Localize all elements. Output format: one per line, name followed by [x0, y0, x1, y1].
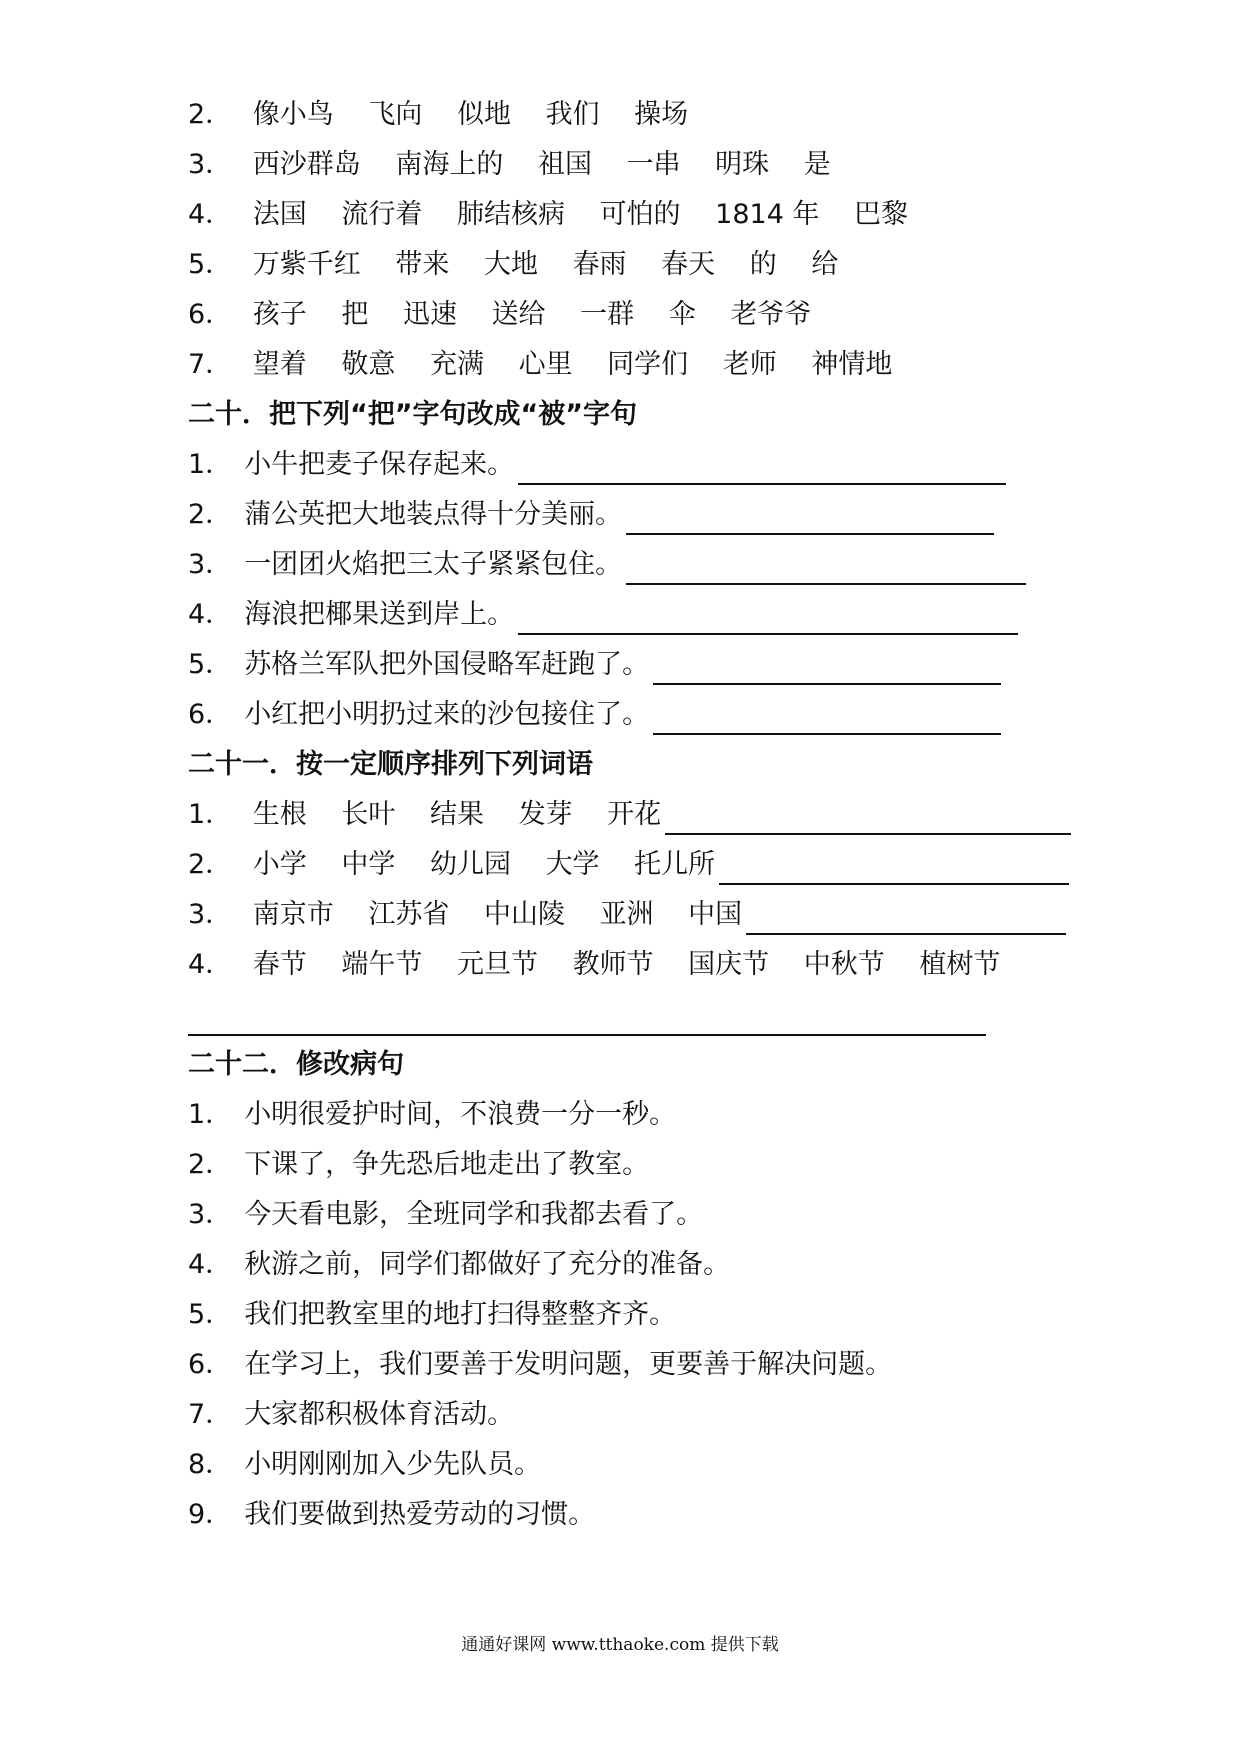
- page-footer: 通通好课网 www.tthaoke.com 提供下载: [461, 1635, 779, 1655]
- s20-item-6: 6． 小红把小明扔过来的沙包接住了。: [188, 695, 1001, 735]
- s20-item-5: 5． 苏格兰军队把外国侵略军赶跑了。: [188, 645, 1001, 685]
- s22-item-4: 4． 秋游之前，同学们都做好了充分的准备。: [188, 1249, 731, 1280]
- section-22-heading: 二十二．修改病句: [188, 1049, 404, 1080]
- s21-item-2: 2． 小学 中学 幼儿园 大学 托儿所: [188, 845, 1069, 885]
- s21-item-4: 4． 春节 端午节 元旦节 教师节 国庆节 中秋节 植树节: [188, 949, 1001, 980]
- s19-item-6: 6． 孩子 把 迅速 送给 一群 伞 老爷爷: [188, 299, 812, 330]
- answer-blank[interactable]: [746, 903, 1066, 935]
- s19-item-3: 3． 西沙群岛 南海上的 祖国 一串 明珠 是: [188, 149, 831, 180]
- s20-item-4: 4． 海浪把椰果送到岸上。: [188, 595, 1018, 635]
- answer-blank[interactable]: [665, 803, 1071, 835]
- answer-blank[interactable]: [626, 503, 994, 535]
- answer-blank[interactable]: [653, 653, 1001, 685]
- answer-blank-line[interactable]: [188, 1034, 986, 1036]
- answer-blank[interactable]: [518, 453, 1006, 485]
- s19-item-7: 7． 望着 敬意 充满 心里 同学们 老师 神情地: [188, 349, 893, 380]
- section-21-heading: 二十一．按一定顺序排列下列词语: [188, 749, 593, 780]
- answer-blank[interactable]: [719, 853, 1069, 885]
- s21-item-1: 1． 生根 长叶 结果 发芽 开花: [188, 795, 1071, 835]
- s20-item-3: 3． 一团团火焰把三太子紧紧包住。: [188, 545, 1026, 585]
- s22-item-3: 3． 今天看电影，全班同学和我都去看了。: [188, 1199, 704, 1230]
- s21-item-3: 3． 南京市 江苏省 中山陵 亚洲 中国: [188, 895, 1066, 935]
- answer-blank[interactable]: [626, 553, 1026, 585]
- s22-item-8: 8． 小明刚刚加入少先队员。: [188, 1449, 542, 1480]
- answer-blank[interactable]: [653, 703, 1001, 735]
- s20-item-2: 2． 蒲公英把大地装点得十分美丽。: [188, 495, 994, 535]
- section-20-heading: 二十．把下列“把”字句改成“被”字句: [188, 399, 637, 430]
- s20-item-1: 1． 小牛把麦子保存起来。: [188, 445, 1006, 485]
- s19-item-2: 2． 像小鸟 飞向 似地 我们 操场: [188, 99, 689, 130]
- s22-item-6: 6． 在学习上，我们要善于发明问题，更要善于解决问题。: [188, 1349, 893, 1380]
- s22-item-9: 9． 我们要做到热爱劳动的习惯。: [188, 1499, 596, 1530]
- s19-item-4: 4． 法国 流行着 肺结核病 可怕的 1814 年 巴黎: [188, 199, 909, 230]
- s22-item-5: 5． 我们把教室里的地打扫得整整齐齐。: [188, 1299, 677, 1330]
- s19-item-5: 5． 万紫千红 带来 大地 春雨 春天 的 给: [188, 249, 839, 280]
- s22-item-1: 1． 小明很爱护时间，不浪费一分一秒。: [188, 1099, 677, 1130]
- s22-item-7: 7． 大家都积极体育活动。: [188, 1399, 515, 1430]
- s22-item-2: 2． 下课了，争先恐后地走出了教室。: [188, 1149, 650, 1180]
- answer-blank[interactable]: [518, 603, 1018, 635]
